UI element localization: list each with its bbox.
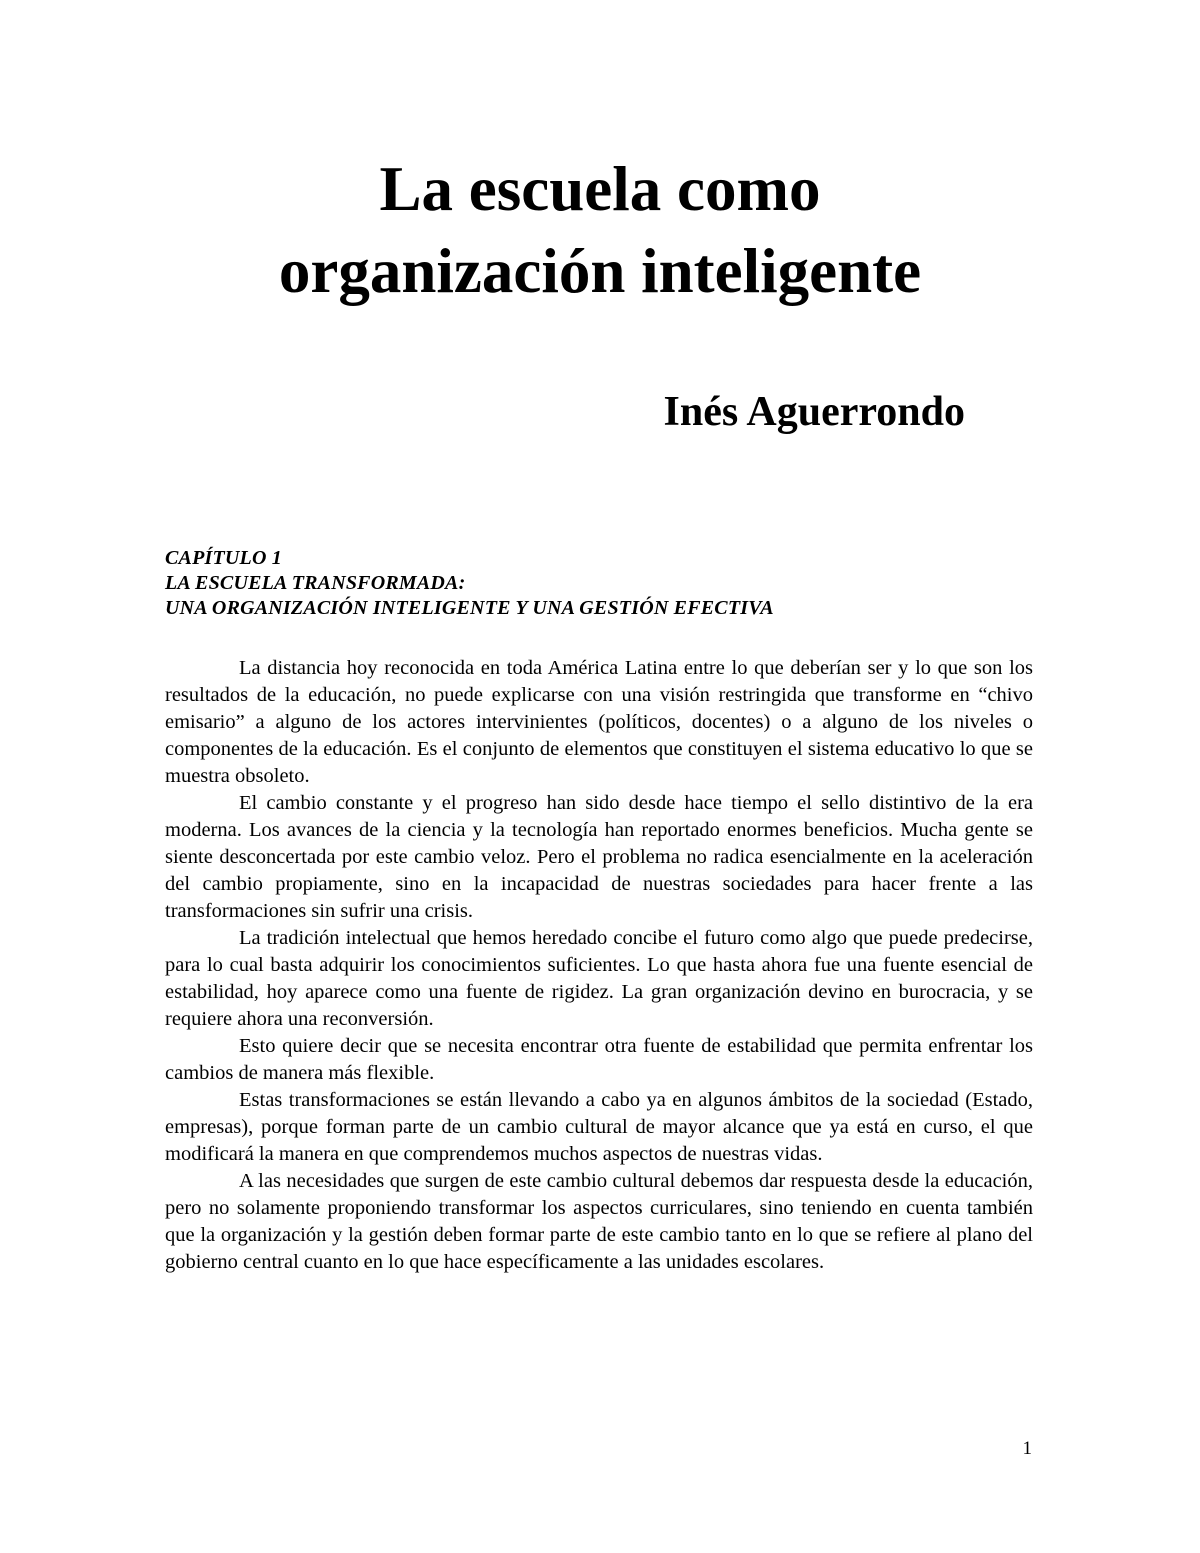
document-title (0, 148, 1200, 312)
body-text (165, 655, 1033, 1276)
paragraph: El cambio constante y el progreso han sido desde hace tiempo el sello distintivo de la era moderna. Los avances de la ciencia y la tecnología han reportado enormes beneficios. Mucha gente se siente desconcertada por este cambio veloz. Pero el problema no radica esencialmente en la aceleración del cambio propiamente, sino en la incapacidad de nuestras sociedades para hacer frente a las transformaciones sin sufrir una crisis. (165, 792, 1033, 922)
chapter-number: CAPÍTULO 1 (165, 547, 282, 569)
chapter-heading (165, 546, 774, 621)
paragraph: A las necesidades que surgen de este cambio cultural debemos dar respuesta desde la educación, pero no solamente proponiendo transformar los aspectos curriculares, sino teniendo en cuenta también que la organización y la gestión deben formar parte de este cambio tanto en lo que se refiere al plano del gobierno central cuanto en lo que hace específicamente a las unidades escolares. (165, 1170, 1033, 1273)
paragraph: Esto quiere decir que se necesita encontrar otra fuente de estabilidad que permita enfrentar los cambios de manera más flexible. (165, 1035, 1033, 1084)
paragraph: La tradición intelectual que hemos heredado concibe el futuro como algo que puede predecirse, para lo cual basta adquirir los conocimientos suficientes. Lo que hasta ahora fue una fuente esencial de estabilidad, hoy aparece como una fuente de rigidez. La gran organización devino en burocracia, y se requiere ahora una reconversión. (165, 927, 1033, 1030)
title-line-1: La escuela como (379, 154, 821, 224)
page-number: 1 (1022, 1438, 1032, 1459)
paragraph: Estas transformaciones se están llevando a cabo ya en algunos ámbitos de la sociedad (Estado, empresas), porque forman parte de un cambio cultural de mayor alcance que ya está en curso, el que modificará la manera en que comprendemos muchos aspectos de nuestras vidas. (165, 1089, 1033, 1165)
chapter-subtitle: UNA ORGANIZACIÓN INTELIGENTE Y UNA GESTIÓN EFECTIVA (165, 597, 774, 619)
title-line-2: organización inteligente (278, 236, 922, 306)
chapter-title: LA ESCUELA TRANSFORMADA: (165, 572, 466, 594)
author-name: Inés Aguerrondo (663, 389, 965, 435)
paragraph: La distancia hoy reconocida en toda América Latina entre lo que deberían ser y lo que son los resultados de la educación, no puede explicarse con una visión restringida que transforme en “chivo emisario” a alguno de los actores intervinientes (políticos, docentes) o a alguno de los niveles o componentes de la educación. Es el conjunto de elementos que constituyen el sistema educativo lo que se muestra obsoleto. (165, 657, 1033, 787)
